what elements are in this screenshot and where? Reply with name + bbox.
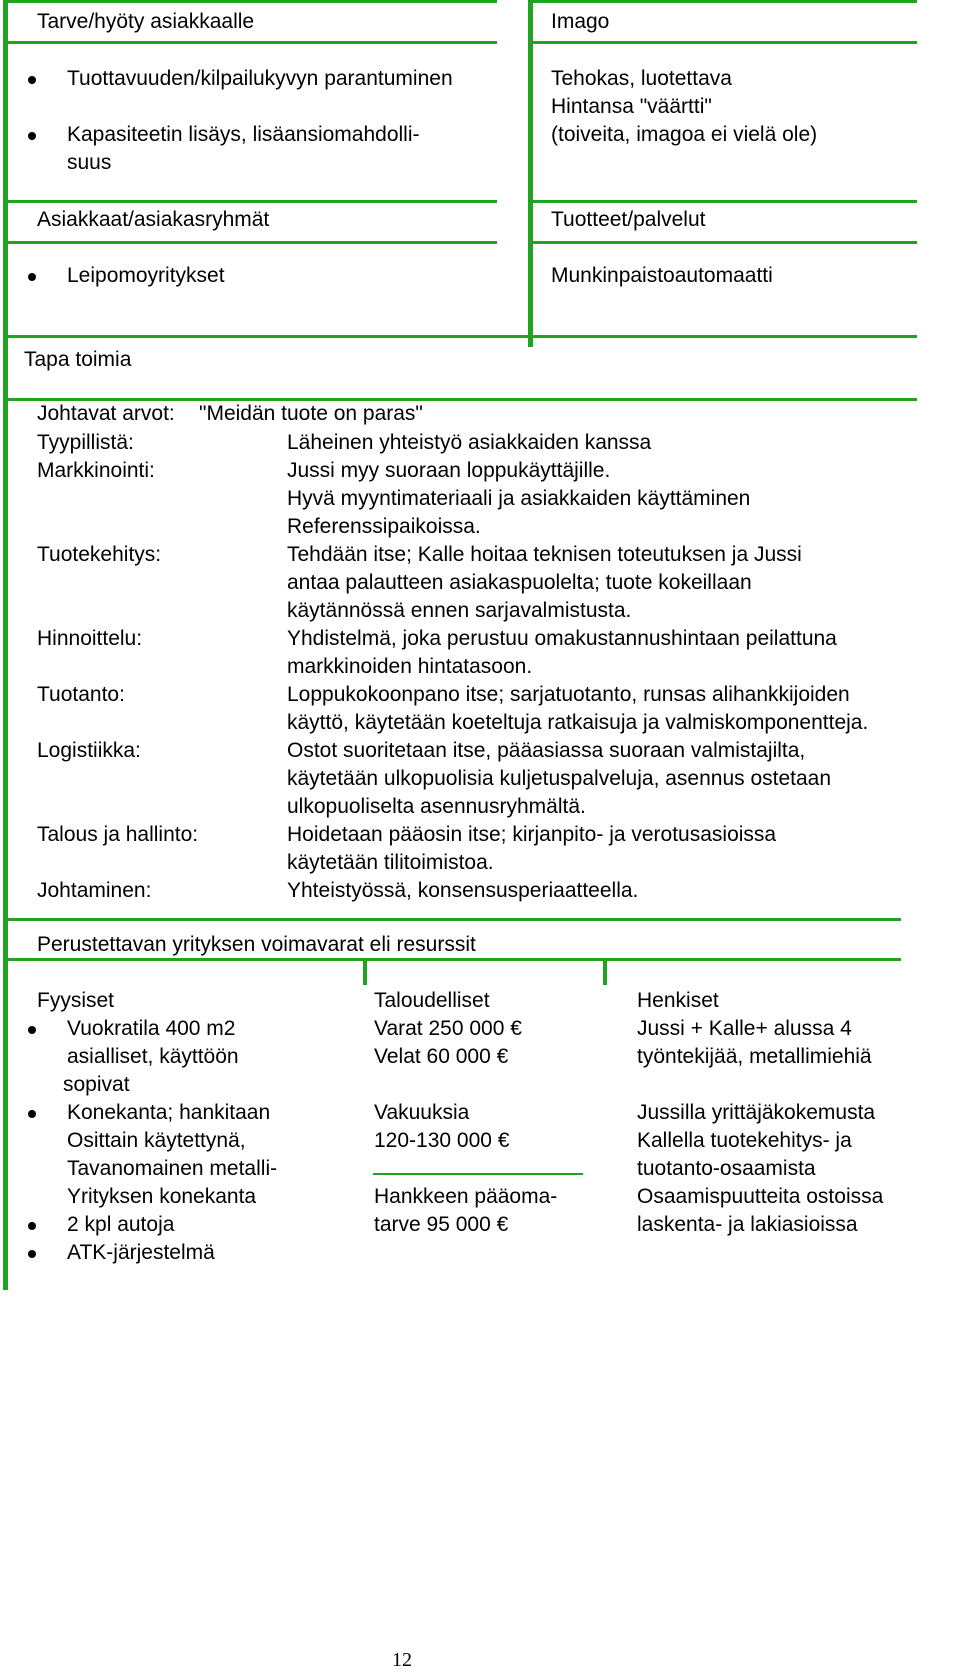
operations-row-text: käyttö, käytetään koeteltuja ratkaisuja ja valmiskomponentteja. — [287, 711, 869, 734]
operations-row-label: Talous ja hallinto: — [37, 823, 199, 846]
personal-line: työntekijää, metallimiehiä — [637, 1045, 872, 1068]
rule-customers-underline — [3, 241, 497, 244]
bullet-icon — [28, 1110, 36, 1118]
rule-resources-col2 — [603, 960, 607, 985]
operations-row-label: Tuotekehitys: — [37, 543, 162, 566]
physical-line: Yrityksen konekanta — [67, 1185, 257, 1208]
products-heading: Tuotteet/palvelut — [551, 208, 706, 231]
personal-line: tuotanto-osaamista — [637, 1157, 816, 1180]
operations-row-text: markkinoiden hintatasoon. — [287, 655, 533, 678]
customers-heading: Asiakkaat/asiakasryhmät — [37, 208, 270, 231]
operations-row-label: Markkinointi: — [37, 459, 155, 482]
rule-resources-col1 — [363, 960, 367, 985]
financial-line: Vakuuksia — [374, 1101, 470, 1124]
page-number: 12 — [392, 1649, 412, 1671]
personal-heading: Henkiset — [637, 989, 719, 1012]
operations-row-text: Jussi myy suoraan loppukäyttäjille. — [287, 459, 611, 482]
operations-row-text: Referenssipaikoissa. — [287, 515, 481, 538]
frame-left-border — [3, 0, 8, 1290]
physical-heading: Fyysiset — [37, 989, 115, 1012]
operations-row-text: Ostot suoritetaan itse, pääasiassa suoraan valmistajilta, — [287, 739, 806, 762]
image-line: Tehokas, luotettava — [551, 67, 732, 90]
physical-line: ATK-järjestelmä — [67, 1241, 215, 1264]
operations-row-label: Johtaminen: — [37, 879, 152, 902]
frame-middle-divider — [528, 0, 533, 347]
image-heading: Imago — [551, 10, 610, 33]
bullet-icon — [28, 1250, 36, 1258]
bullet-icon — [28, 132, 36, 140]
operations-row-text: käytännössä ennen sarjavalmistusta. — [287, 599, 632, 622]
bullet-icon — [28, 1026, 36, 1034]
operations-row-text: Hyvä myyntimateriaali ja asiakkaiden käyttäminen — [287, 487, 751, 510]
financial-line: tarve 95 000 € — [374, 1213, 509, 1236]
physical-line: Konekanta; hankitaan — [67, 1101, 271, 1124]
rule-customers-top — [3, 200, 497, 203]
rule-products-top — [533, 200, 917, 203]
operations-row-text: Loppukokoonpano itse; sarjatuotanto, runsas alihankkijoiden — [287, 683, 850, 706]
rule-products-underline — [533, 241, 917, 244]
rule-image-underline — [533, 41, 917, 44]
operations-row-text: Tehdään itse; Kalle hoitaa teknisen toteutuksen ja Jussi — [287, 543, 802, 566]
bullet-icon — [28, 1222, 36, 1230]
image-line: (toiveita, imagoa ei vielä ole) — [551, 123, 818, 146]
bullet-icon — [28, 273, 36, 281]
operations-heading: Tapa toimia — [24, 348, 132, 371]
rule-resources-top — [3, 918, 901, 921]
operations-row-label: Hinnoittelu: — [37, 627, 143, 650]
financial-heading: Taloudelliset — [374, 989, 490, 1012]
bullet-icon — [28, 76, 36, 84]
physical-line: Vuokratila 400 m2 — [67, 1017, 236, 1040]
needs-item-continuation: suus — [67, 151, 112, 174]
financial-line: 120-130 000 € — [374, 1129, 510, 1152]
operations-row-text: Hoidetaan pääosin itse; kirjanpito- ja verotusasioissa — [287, 823, 777, 846]
financial-line: Varat 250 000 € — [374, 1017, 522, 1040]
operations-row-text: antaa palautteen asiakaspuolelta; tuote kokeillaan — [287, 571, 752, 594]
resources-heading: Perustettavan yrityksen voimavarat eli resurssit — [37, 933, 476, 956]
needs-item: Kapasiteetin lisäys, lisäansiomahdolli- — [67, 123, 420, 146]
physical-line: asialliset, käyttöön — [67, 1045, 239, 1068]
operations-row-text: Yhteistyössä, konsensusperiaatteella. — [287, 879, 639, 902]
needs-heading: Tarve/hyöty asiakkaalle — [37, 10, 255, 33]
operations-row-text: ulkopuoliselta asennusryhmältä. — [287, 795, 586, 818]
values-label: Johtavat arvot: — [37, 402, 175, 425]
physical-line: 2 kpl autoja — [67, 1213, 175, 1236]
rule-financial-divider — [373, 1173, 583, 1175]
financial-line: Velat 60 000 € — [374, 1045, 509, 1068]
needs-item: Tuottavuuden/kilpailukyvyn parantuminen — [67, 67, 453, 90]
image-line: Hintansa "väärtti" — [551, 95, 712, 118]
operations-row-text: käytetään tilitoimistoa. — [287, 851, 494, 874]
personal-line: Osaamispuutteita ostoissa — [637, 1185, 884, 1208]
operations-row-label: Tyypillistä: — [37, 431, 134, 454]
personal-line: Jussi + Kalle+ alussa 4 — [637, 1017, 852, 1040]
rule-operations-underline — [3, 398, 917, 401]
personal-line: laskenta- ja lakiasioissa — [637, 1213, 858, 1236]
operations-row-label: Logistiikka: — [37, 739, 141, 762]
financial-line: Hankkeen pääoma- — [374, 1185, 558, 1208]
customers-item: Leipomoyritykset — [67, 264, 225, 287]
personal-line: Jussilla yrittäjäkokemusta — [637, 1101, 876, 1124]
rule-top-left — [3, 0, 497, 3]
operations-row-label: Tuotanto: — [37, 683, 125, 706]
rule-operations-top — [3, 335, 917, 338]
rule-top-right — [533, 0, 917, 3]
physical-line: Osittain käytettynä, — [67, 1129, 246, 1152]
personal-line: Kallella tuotekehitys- ja — [637, 1129, 852, 1152]
physical-line: Tavanomainen metalli- — [67, 1157, 278, 1180]
operations-row-text: Läheinen yhteistyö asiakkaiden kanssa — [287, 431, 652, 454]
operations-row-text: Yhdistelmä, joka perustuu omakustannushintaan peilattuna — [287, 627, 837, 650]
rule-resources-underline — [3, 958, 901, 961]
products-line: Munkinpaistoautomaatti — [551, 264, 773, 287]
rule-needs-underline — [3, 41, 497, 44]
operations-row-text: käytetään ulkopuolisia kuljetuspalveluja, asennus ostetaan — [287, 767, 832, 790]
values-text: "Meidän tuote on paras" — [199, 402, 423, 425]
physical-line: sopivat — [63, 1073, 130, 1096]
